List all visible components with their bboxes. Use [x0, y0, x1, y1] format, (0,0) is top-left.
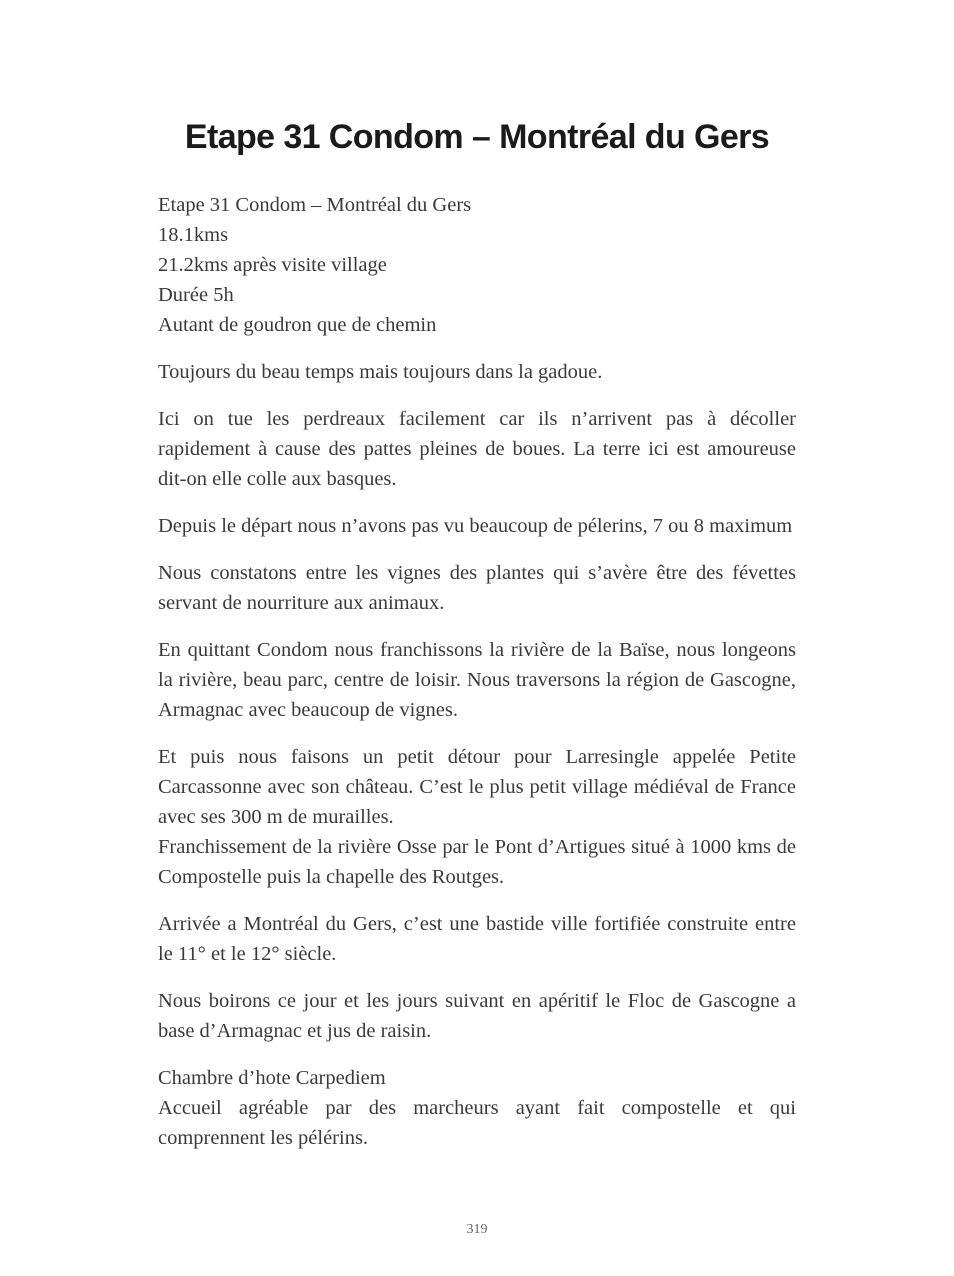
page-title: Etape 31 Condom – Montréal du Gers — [184, 118, 770, 156]
paragraph-lodging — [158, 1063, 796, 1153]
intro-block — [158, 190, 796, 340]
intro-line-terrain: Autant de goudron que de chemin — [158, 314, 437, 336]
paragraph-plants: Nous constatons entre les vignes des plantes qui s’avère être des févettes servant de nourriture aux animaux. — [158, 562, 796, 614]
paragraph-weather: Toujours du beau temps mais toujours dans la gadoue. — [158, 361, 603, 383]
paragraph-pilgrims: Depuis le départ nous n’avons pas vu beaucoup de pélerins, 7 ou 8 maximum — [158, 515, 793, 537]
paragraph-larressingle-part1: Et puis nous faisons un petit détour pour Larresingle appelée Petite Carcassonne avec son château. C’est le plus petit village médiéval de France avec ses 300 m de murailles. — [158, 746, 796, 828]
paragraph-river: En quittant Condom nous franchissons la rivière de la Baïse, nous longeons la rivière, beau parc, centre de loisir. Nous traversons la région de Gascogne, Armagnac avec beaucoup de vignes. — [158, 639, 796, 721]
paragraph-arrival: Arrivée a Montréal du Gers, c’est une bastide ville fortifiée construite entre le 11° et le 12° siècle. — [158, 913, 796, 965]
intro-line-distance-visit: 21.2kms après visite village — [158, 254, 387, 276]
paragraph-floc: Nous boirons ce jour et les jours suivant en apéritif le Floc de Gascogne a base d’Armagnac et jus de raisin. — [158, 990, 796, 1042]
lodging-name: Chambre d’hote Carpediem — [158, 1067, 386, 1089]
paragraph-larressingle — [158, 742, 796, 892]
page-number: 319 — [466, 1222, 488, 1237]
paragraph-larressingle-part2: Franchissement de la rivière Osse par le Pont d’Artigues situé à 1000 kms de Compostelle puis la chapelle des Routges. — [158, 836, 796, 888]
intro-line-duration: Durée 5h — [158, 284, 234, 306]
intro-line-title: Etape 31 Condom – Montréal du Gers — [158, 194, 472, 216]
intro-line-distance: 18.1kms — [158, 224, 229, 246]
lodging-comment: Accueil agréable par des marcheurs ayant fait compostelle et qui comprennent les pélérins. — [158, 1097, 796, 1149]
document-body — [158, 190, 796, 1170]
paragraph-partridges: Ici on tue les perdreaux facilement car ils n’arrivent pas à décoller rapidement à cause des pattes pleines de boues. La terre ici est amoureuse dit-on elle colle aux basques. — [158, 408, 796, 490]
